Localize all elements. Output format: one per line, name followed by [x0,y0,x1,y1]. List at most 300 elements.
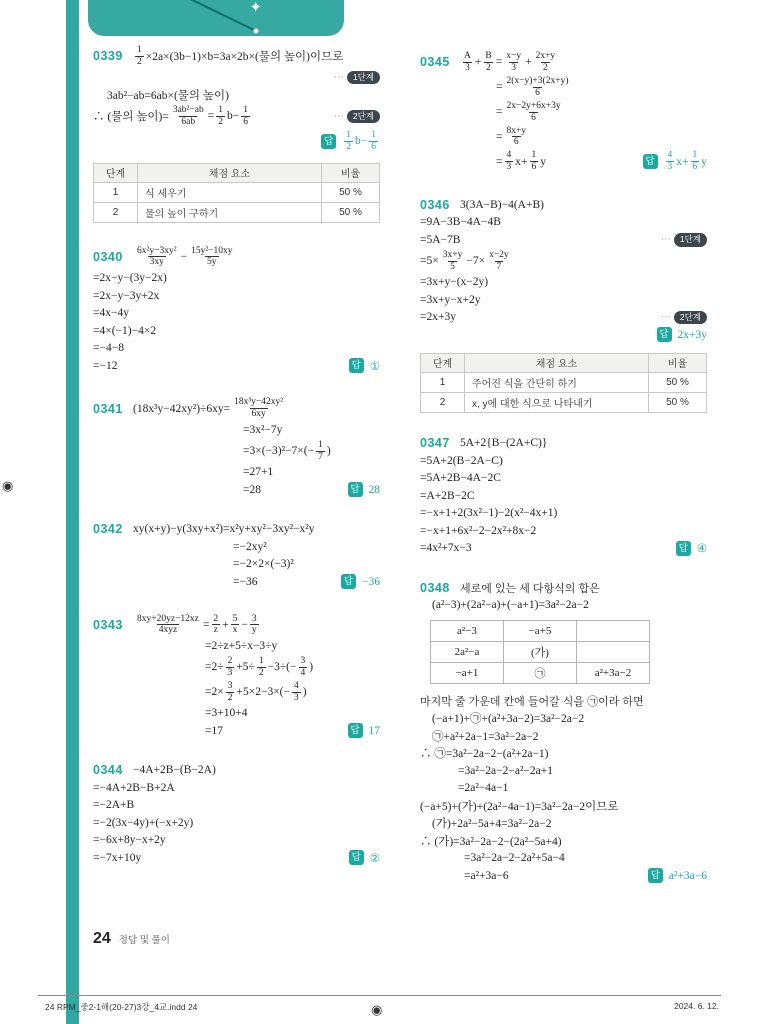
fraction [232,397,285,420]
shooting-star-line [88,0,344,36]
fraction [226,656,235,679]
solution-line [93,464,380,482]
answer [313,129,380,154]
math-expression [243,484,261,496]
math-expression [432,599,589,611]
page-number: 24 [93,930,111,947]
solution-line [420,850,707,868]
polynomial-grid-cell [577,621,650,642]
fraction-numerator: 1 [371,129,376,140]
solution-line [93,287,380,305]
math-text: =2a²−4a−1 [458,782,509,795]
fraction-numerator: 3x+y [442,249,463,260]
math-expression [420,311,456,323]
math-text: − [241,618,248,631]
polynomial-grid-cell: (가) [504,642,577,663]
grading-table [93,163,380,223]
fraction-numerator: 2 [227,655,233,666]
solution-line [420,832,707,850]
math-text: =5A+2B−4A−2C [420,472,501,485]
math-text: =17 [205,724,223,737]
fraction-numerator: 5 [232,613,238,624]
math-text: = [496,130,503,143]
problem-0344 [93,762,380,867]
solution-line [420,867,707,885]
fraction-denominator: 2 [486,62,491,73]
fraction [226,681,235,704]
answer-badge: 답 [349,358,364,373]
polynomial-grid-cell: a²+3a−2 [577,663,650,684]
math-expression [93,272,167,284]
math-text: ① [369,360,380,373]
solution-line [93,762,380,780]
math-text: = [207,110,215,123]
fraction-denominator: 4xyz [158,625,178,636]
fraction-numerator: 8xy+20yz−12xz [137,613,199,624]
math-expression [420,472,501,484]
math-text: 마지막 줄 가운데 칸에 들어갈 식을 ㉠이라 하면 [420,695,644,708]
ellipsis: ⋯ [333,110,344,122]
math-expression [369,484,381,496]
math-expression [342,129,380,154]
math-expression [420,693,644,709]
solution-line [93,396,380,421]
problem-number: 0344 [93,763,123,778]
fraction-denominator: 3 [511,62,517,73]
math-text: 3(3A−B)−4(A+B) [460,198,544,211]
fraction-numerator: 18x³y−42xy² [234,397,284,408]
fraction [241,105,250,128]
math-text: =3a²−2a−2−2a²+5a−4 [464,852,565,865]
solution-line [420,522,707,540]
answer [341,850,380,865]
math-expression [420,276,488,288]
answer-badge: 답 [341,574,356,589]
fraction [257,656,266,679]
solution-line [420,100,707,125]
math-expression [420,525,536,537]
step-indicator [653,311,707,325]
math-expression [669,870,707,882]
math-text: 3ab²−ab=6ab×(물의 높이) [107,90,229,103]
math-text: = [202,618,210,631]
fraction [534,51,558,74]
math-text: b− [226,110,240,123]
polynomial-grid-cell: a²−3 [431,621,504,642]
math-text: 28 [368,483,380,496]
problem-number: 0347 [420,436,450,451]
fraction [487,250,511,273]
solutions-column-left [93,44,380,889]
left-color-strip [66,0,79,1024]
fraction [530,150,539,173]
math-text: =2x+3y [420,311,456,324]
grading-table-header-row [421,353,707,372]
solution-line [93,655,380,680]
fraction-denominator: 6 [243,116,248,127]
math-text: xy(x+y)−y(3xy+x²)=x²y+xy²−3xy²−x²y [133,523,315,536]
fraction [250,614,259,637]
math-expression [93,342,124,354]
fraction-denominator: 2 [346,141,351,152]
answer-badge: 답 [321,134,336,149]
math-text: =a²+3a−6 [464,869,509,882]
solution-line [420,692,707,710]
answer-badge: 답 [676,541,691,556]
math-text: (가)+2a²−5a+4=3a²−2a−2 [432,818,552,831]
fraction-numerator: 1 [243,104,248,115]
math-text: 세로에 있는 세 다항식의 합은 [460,582,600,595]
math-text: +5×2−3×(− [236,686,290,699]
header-decoration [88,0,344,36]
problem-0345 [420,50,707,174]
sparkle-icon: ✦ [249,0,262,16]
math-text: =2x−y−(3y−2x) [93,272,167,285]
step-badge: 1단계 [347,71,380,85]
solution-line [420,487,707,505]
solution-line [420,50,707,75]
math-text: =3+10+4 [205,707,248,720]
answer-badge: 답 [348,723,363,738]
solution-line [93,705,380,723]
math-expression [133,764,216,776]
math-text: =3x²−7y [243,423,283,436]
math-expression [432,710,584,726]
solution-line [420,75,707,100]
problem-number: 0346 [420,197,450,212]
grading-table-row [94,182,380,202]
answer-badge: 답 [648,868,663,883]
solution-line [420,309,707,327]
print-footer-left: 24 RPM_중2-1해(20-27)3강_4교.indd 24 [45,1002,198,1012]
math-text: =−x+1+6x²−2−2x²+8x−2 [420,524,537,537]
problem-number: 0348 [420,580,450,595]
math-expression [93,799,134,811]
math-text: =4×(−1)−4×2 [93,324,157,337]
fraction-numerator: 1 [346,129,351,140]
step-indicator [653,233,707,247]
fraction [691,150,700,173]
math-expression [432,815,552,831]
solution-line [420,470,707,488]
registration-mark-bottom: ◉ [371,1002,383,1017]
math-expression [369,725,381,737]
math-expression [243,439,331,464]
polynomial-grid-cell: 2a²−a [431,642,504,663]
answer-badge: 답 [643,154,658,169]
fraction-denominator: 6xy [251,409,266,420]
math-expression [233,558,294,570]
solution-line [420,125,707,150]
solution-line [420,274,707,292]
solution-line [93,481,380,499]
math-expression [205,707,247,719]
math-expression [233,541,267,553]
math-text: =−x+1+2(3x²−1)−2(x²−4x+1) [420,507,558,520]
math-text: =−2xy² [233,540,267,553]
math-expression [93,834,166,846]
math-text: −4A+2B−(B−2A) [133,764,216,777]
math-expression [93,782,175,794]
fraction-numerator: 2 [213,613,219,624]
grading-table-cell: x, y에 대한 식으로 나타내기 [465,392,649,412]
fraction [483,51,493,74]
solution-line [93,245,380,270]
math-expression [205,680,307,705]
fraction-denominator: 5y [207,257,217,268]
math-expression [133,523,314,535]
step-badge: 1단계 [674,233,707,247]
math-text: ② [369,852,380,865]
math-text: =−2×2×(−3)² [233,558,294,571]
grading-table-cell: 50 % [649,372,707,392]
problem-0341 [93,396,380,498]
math-expression [458,765,553,777]
math-text: =3a²−2a−2−a²−2a+1 [458,764,553,777]
fraction-numerator: 4 [294,680,299,691]
math-text: =A+2B−2C [420,489,475,502]
grading-table-cell: 50 % [649,392,707,412]
fraction-numerator: 6x²y−3xy² [137,245,177,256]
math-text: ∴ (가)=3a²−2a−2−(2a²−5a+4) [420,835,562,848]
math-expression [496,100,565,125]
problem-0340 [93,245,380,375]
math-expression [93,104,252,129]
math-expression [133,245,237,270]
math-text: (−a+5)+(가)+(2a²−4a−1)=3a²−2a−2이므로 [420,800,619,813]
fraction-denominator: 5 [450,261,455,272]
math-expression [460,50,559,75]
fraction-denominator: 6 [513,137,519,148]
problem-0346 [420,196,707,412]
step-indicator [326,110,380,124]
answer [333,574,380,589]
fraction [504,51,523,74]
math-text: =2÷ [205,661,224,674]
math-text: = [496,81,503,94]
math-expression [243,466,273,478]
fraction-denominator: 2 [258,667,264,678]
fraction [189,246,234,269]
fraction [216,105,225,128]
math-expression [464,870,509,882]
fraction [231,614,240,637]
fraction-numerator: 2x+y [535,51,556,61]
grading-table-cell: 50 % [322,182,380,202]
fraction-numerator: x−2y [489,249,509,260]
math-text: =2x−y−3y+2x [93,289,160,302]
page-footer [93,930,170,948]
solutions-column-right [420,50,707,907]
fraction-numerator: 15y²−10xy [191,245,233,256]
math-expression [93,817,193,829]
ellipsis: ⋯ [660,234,671,246]
math-text: 17 [368,724,380,737]
math-expression [458,782,508,794]
polynomial-grid-row [431,663,650,684]
math-text: =27+1 [243,466,274,479]
math-expression [205,640,277,652]
grading-table-cell: 50 % [322,202,380,222]
fraction-numerator: 4 [667,150,673,161]
grading-table-header: 비율 [322,163,380,182]
math-text: =3×(−3)²−7×(− [243,445,315,458]
math-text: (−a+1)+㉠+(a²+3a−2)=3a²−2a−2 [432,713,585,726]
answer [635,149,708,174]
fraction [369,130,378,153]
step-indicator [326,71,380,85]
solution-line [93,439,380,464]
fraction-denominator: 7 [496,261,502,272]
problem-0348 [420,579,707,885]
math-expression [420,745,549,761]
math-text: y [701,155,707,168]
math-expression [420,490,475,502]
answer-badge: 답 [349,850,364,865]
problem-number: 0343 [93,617,123,632]
math-text: (a²−3)+(2a²−a)+(−a+1)=3a²−2a−2 [432,599,589,612]
fraction [505,101,563,124]
math-expression [362,576,380,588]
fraction [211,614,220,637]
print-footer-right: 2024. 6. 12. [674,1001,719,1011]
math-expression [370,359,380,373]
fraction-denominator: 3 [294,692,299,703]
math-expression [370,851,380,865]
solution-line [93,680,380,705]
math-expression [460,199,544,211]
math-expression [93,307,129,319]
solution-line [420,214,707,232]
math-expression [93,852,141,864]
solution-line [93,637,380,655]
math-expression [432,728,538,744]
grading-table-cell: 물의 높이 구하기 [138,202,322,222]
math-text: =5A−7B [420,233,461,246]
fraction-numerator: 1 [531,150,537,161]
solution-line [420,149,707,174]
solution-line [420,196,707,214]
answer [340,723,381,738]
math-text: = [496,155,503,168]
math-text: 2x+3y [677,328,707,341]
math-text: ④ [696,543,707,556]
solution-line [420,762,707,780]
grading-table-row [421,372,707,392]
fraction [171,105,206,128]
step-badge: 2단계 [674,311,707,325]
fraction [292,681,301,704]
problem-number: 0340 [93,249,123,264]
answer [668,541,707,556]
fraction-denominator: 6 [531,162,537,173]
solution-line [420,249,707,274]
grading-table-cell: 2 [94,202,138,222]
math-text: + [525,56,532,69]
problem-number: 0341 [93,401,123,416]
problem-number: 0342 [93,522,123,537]
fraction-numerator: 3 [251,613,257,624]
math-text: =4x²+7x−3 [420,542,472,555]
math-expression [93,360,117,372]
polynomial-grid-cell: ㉠ [504,663,577,684]
math-text: y [540,155,546,168]
math-text: x+ [515,155,528,168]
math-expression [133,613,261,638]
math-expression [243,424,282,436]
math-expression [678,329,708,341]
math-text: −3÷(− [267,661,297,674]
solution-line [93,849,380,867]
math-text: + [474,56,482,69]
fraction [666,150,675,173]
solution-line [420,797,707,815]
fraction-denominator: 2 [227,692,233,703]
math-expression [420,798,618,814]
math-text: +5÷ [236,661,255,674]
math-expression [420,833,562,849]
math-text: ) [326,445,331,458]
fraction-numerator: 1 [258,655,264,666]
math-text: ) [302,686,307,699]
fraction [316,440,325,463]
polynomial-grid-row [431,642,650,663]
fraction [505,126,529,149]
math-text: =−6x+8y−x+2y [93,834,166,847]
math-text: =3x+y−x+2y [420,293,481,306]
fraction-denominator: 3xy [149,257,164,268]
math-text: =−7x+10y [93,851,142,864]
grading-table-cell: 1 [94,182,138,202]
solution-line [93,269,380,287]
solution-line [93,613,380,638]
math-text: = [495,56,503,69]
solution-line [93,339,380,357]
math-text: − [180,250,188,263]
fraction-numerator: 2(x−y)+3(2x+y) [506,75,569,86]
math-expression [496,149,546,174]
fraction-denominator: z [213,625,218,636]
math-text: x+ [676,155,689,168]
grading-table-header: 채점 요소 [138,163,322,182]
fraction-denominator: 6ab [181,116,196,127]
problem-number: 0339 [93,49,123,64]
fraction-numerator: 2x−2y+6x+3y [506,100,561,111]
math-text: =5× [420,255,439,268]
answer-badge: 답 [348,482,363,497]
math-expression [233,576,257,588]
fraction-denominator: 3 [465,62,470,73]
solution-line [420,540,707,558]
solution-line [420,710,707,728]
math-expression [420,507,557,519]
fraction-denominator: y [251,625,257,636]
solution-line [93,556,380,574]
math-text: =2÷z+5÷x−3÷y [205,640,278,653]
grading-table-cell: 2 [421,392,465,412]
answer [341,358,380,373]
math-text: =−2A+B [93,799,135,812]
fraction-denominator: 3 [667,162,673,173]
solution-line [420,745,707,763]
math-expression [464,852,565,864]
math-expression [664,149,708,174]
solution-line [93,832,380,850]
math-expression [697,541,707,555]
fraction-denominator: 6 [692,162,698,173]
grading-table-cell: 1 [421,372,465,392]
math-text: =3x+y−(x−2y) [420,276,489,289]
